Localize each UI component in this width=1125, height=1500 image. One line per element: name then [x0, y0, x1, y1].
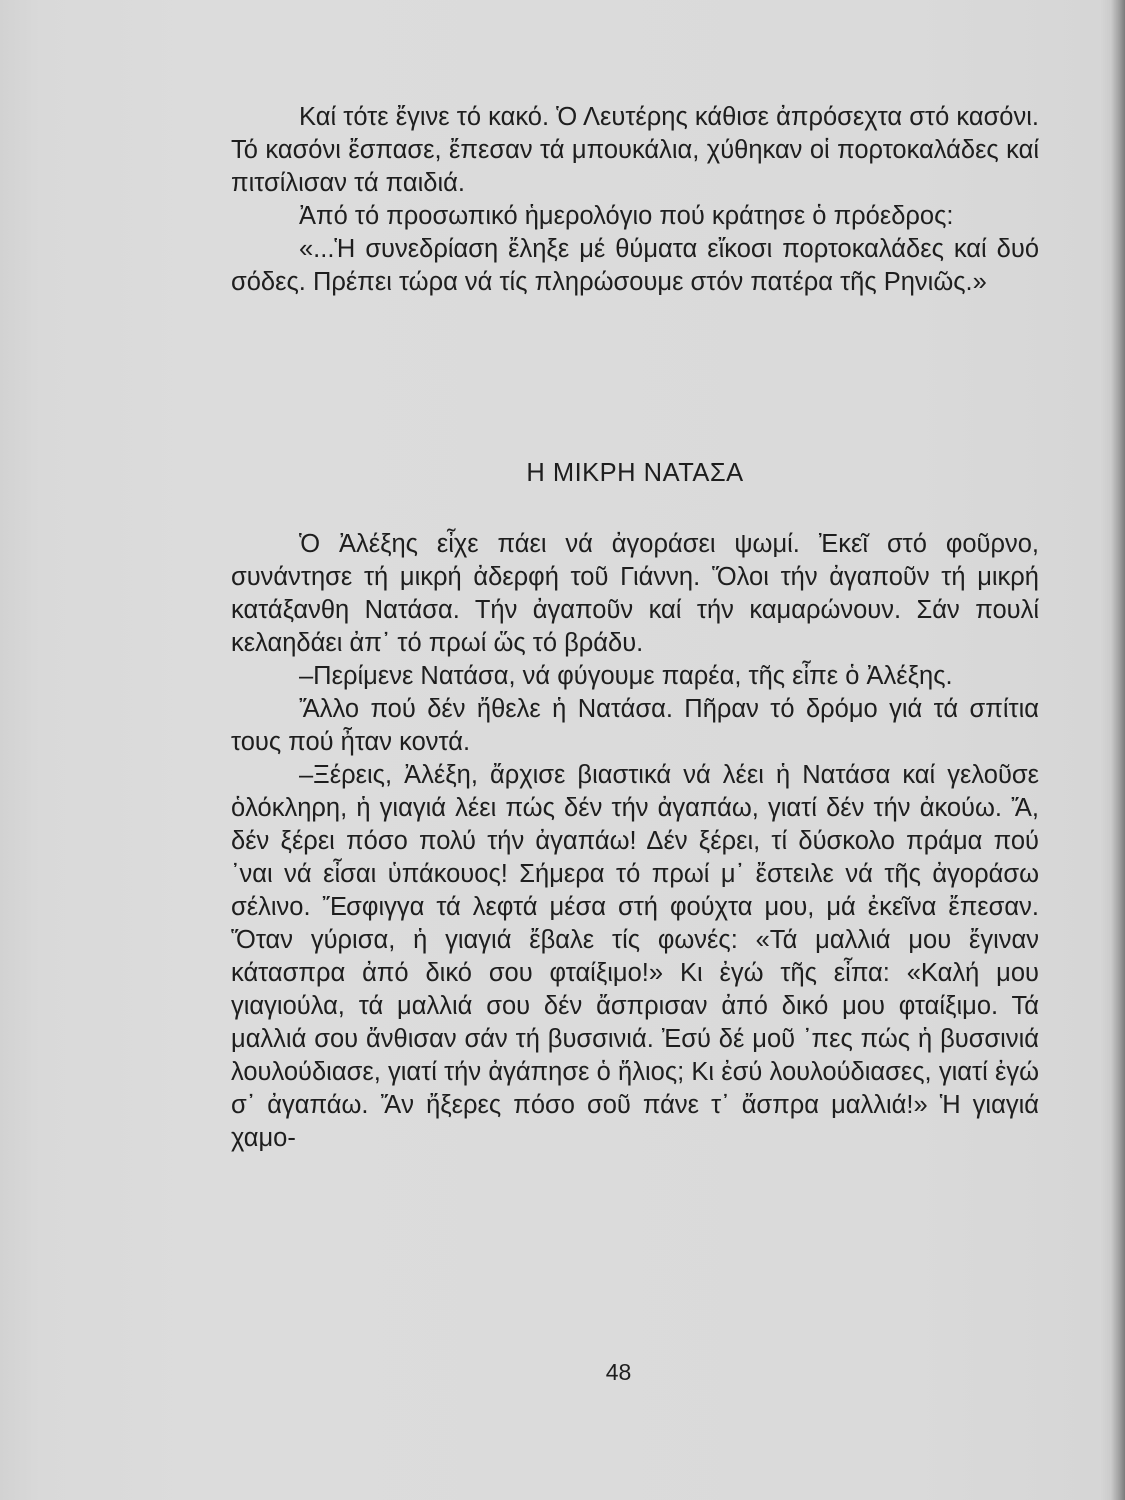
paragraph: Ἀπό τό προσωπικό ἡμερολόγιο πού κράτησε ὁ πρόεδρος: [299, 202, 954, 230]
paragraph: «...Ἡ συνεδρίαση ἔληξε μέ θύματα εἴκοσι πορτοκαλάδες καί δυό σόδες. Πρέπει τώρα νά τίς πληρώσουμε στόν πατέρα τῆς Ρηνιῶς.» [231, 235, 1039, 296]
paragraph: –Ξέρεις, Ἀλέξη, ἄρχισε βιαστικά νά λέει ἡ Νατάσα καί γελοῦσε ὁλόκληρη, ἡ γιαγιά λέει πώς δέν τήν ἀγαπάω, γιατί δέν τήν ἀκούω. Ἄ, δέν ξέρει πόσο πολύ τήν ἀγαπάω! Δέν ξέρει, τί δύσκολο πράμα πού ᾿ναι νά εἶσαι ὑπάκουος! Σήμερα τό πρωί μ᾿ ἔστειλε νά τῆς ἀγοράσω σέλινο. Ἔσφιγγα τά λεφτά μέσα στή φούχτα μου, μά ἐκεῖνα ἔπεσαν. Ὅταν γύρισα, ἡ γιαγιά ἔβαλε τίς φωνές: «Τά μαλλιά μου ἔγιναν κάτασπρα ἀπό δικό σου φταίξιμο!» Κι ἐγώ τῆς εἶπα: «Καλή μου γιαγιούλα, τά μαλλιά σου δέν ἄσπρισαν ἀπό δικό μου φταίξιμο. Τά μαλλιά σου ἄνθισαν σάν τή βυσσινιά. Ἐσύ δέ μοῦ ᾿πες πώς ἡ βυσσινιά λουλούδιασε, γιατί τήν ἀγάπησε ὁ ἥλιος; Κι ἐσύ λουλούδιασες, γιατί ἐγώ σ᾿ ἀγαπάω. Ἄν ἤξερες πόσο σοῦ πάνε τ᾿ ἄσπρα μαλλιά!» Ἡ γιαγιά χαμο- [231, 761, 1039, 1152]
page-number: 48 [605, 1359, 632, 1385]
paragraph: –Περίμενε Νατάσα, νά φύγουμε παρέα, τῆς εἶπε ὁ Ἀλέξης. [299, 662, 953, 690]
page-edge-shadow [1111, 0, 1125, 1500]
paragraph: Ἄλλο πού δέν ἤθελε ἡ Νατάσα. Πῆραν τό δρόμο γιά τά σπίτια τους πού ἦταν κοντά. [231, 695, 1039, 756]
section-previous-story [231, 101, 1039, 299]
paragraph: Καί τότε ἔγινε τό κακό. Ὁ Λευτέρης κάθισε ἀπρόσεχτα στό κασόνι. Τό κασόνι ἔσπασε, ἔπεσαν τά μπουκάλια, χύθηκαν οἱ πορτοκαλάδες καί πιτσίλισαν τά παιδιά. [231, 103, 1039, 197]
section-mikri-natasa [231, 528, 1039, 1155]
chapter-heading: Η ΜΙΚΡΗ ΝΑΤΑΣΑ [526, 459, 744, 487]
paragraph: Ὁ Ἀλέξης εἶχε πάει νά ἀγοράσει ψωμί. Ἐκεῖ στό φοῦρνο, συνάντησε τή μικρή ἀδερφή τοῦ Γιάννη. Ὅλοι τήν ἀγαποῦν τή μικρή κατάξανθη Νατάσα. Τήν ἀγαποῦν καί τήν καμαρώνουν. Σάν πουλί κελαηδάει ἀπ᾿ τό πρωί ὥς τό βράδυ. [231, 530, 1039, 657]
